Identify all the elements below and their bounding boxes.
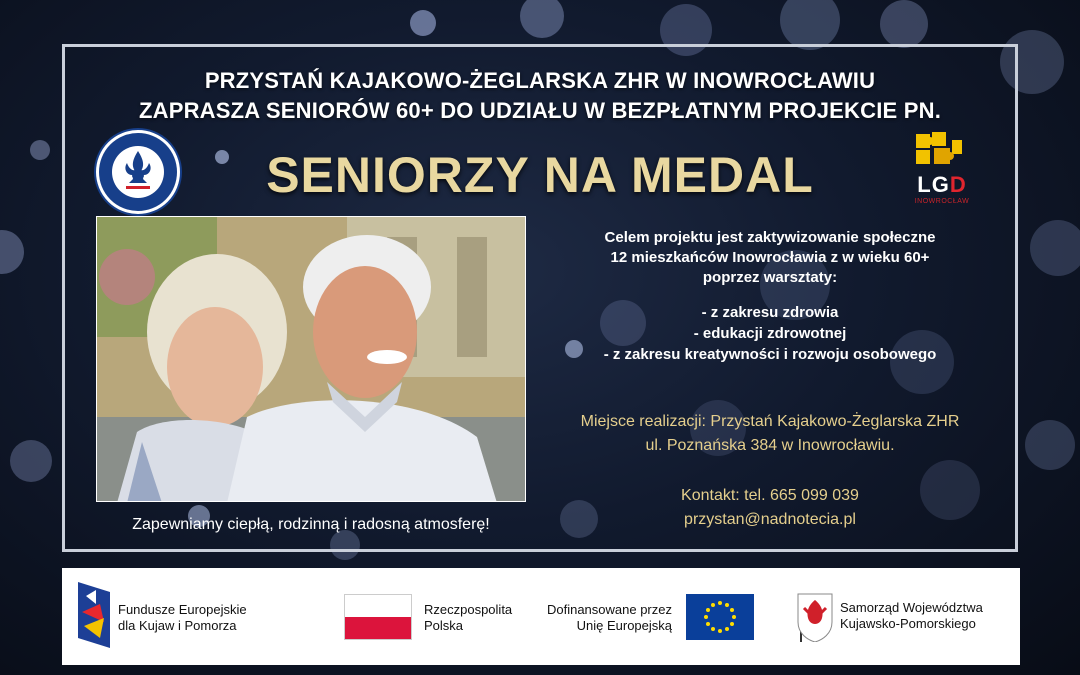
contact-email[interactable]: przystan@nadnotecia.pl xyxy=(684,511,856,528)
venue-line-1: Miejsce realizacji: Przystań Kajakowo-Żeglarska ZHR xyxy=(580,413,960,430)
workshop-list xyxy=(540,302,1000,365)
list-item: - edukacji zdrowotnej xyxy=(693,325,847,342)
lgd-logo xyxy=(904,128,980,212)
eu-flag-icon xyxy=(686,594,754,640)
fe-label: Fundusze Europejskie dla Kujaw i Pomorza xyxy=(118,602,247,633)
photo-caption: Zapewniamy ciepłą, rodzinną i radosną atmosferę! xyxy=(132,516,490,533)
goal-line-2: 12 mieszkańców Inowrocławia z w wieku 60+ xyxy=(610,249,930,266)
rp-label: Rzeczpospolita Polska xyxy=(424,602,513,633)
lgd-wordmark: LGD xyxy=(917,172,967,197)
zhr-logo xyxy=(96,130,180,214)
eu-label: Dofinansowane przez Unię Europejską xyxy=(546,602,672,633)
funding-logo-bar xyxy=(62,568,1020,665)
polish-flag-icon xyxy=(344,594,412,640)
fe-flag-icon xyxy=(78,582,110,648)
sw-label: Samorząd Województwa Kujawsko-Pomorskiego xyxy=(840,600,983,631)
list-item: - z zakresu kreatywności i rozwoju osobowego xyxy=(603,346,937,363)
venue-line-2: ul. Poznańska 384 w Inowrocławiu. xyxy=(645,437,895,454)
contact-phone: Kontakt: tel. 665 099 039 xyxy=(681,487,859,504)
project-goal xyxy=(540,228,1000,288)
zhr-lily-emblem-icon xyxy=(99,133,183,217)
goal-line-1: Celem projektu jest zaktywizowanie społeczne xyxy=(604,229,936,246)
list-item: - z zakresu zdrowia xyxy=(701,304,839,321)
seniors-photo xyxy=(96,216,526,502)
headline-line-1: PRZYSTAŃ KAJAKOWO-ŻEGLARSKA ZHR W INOWROCŁAWIU xyxy=(204,68,876,93)
kujawsko-pomorskie-coat-of-arms-icon xyxy=(796,592,834,642)
lgd-subtitle: INOWROCŁAW xyxy=(914,198,970,205)
headline-line-2: ZAPRASZA SENIORÓW 60+ DO UDZIAŁU W BEZPŁATNYM PROJEKCIE PN. xyxy=(138,98,942,123)
goal-line-3: poprzez warsztaty: xyxy=(702,269,838,286)
venue-info xyxy=(540,410,1000,458)
contact-info xyxy=(540,484,1000,532)
project-title: SENIORZY NA MEDAL xyxy=(266,147,814,203)
lgd-puzzle-icon xyxy=(904,128,980,172)
